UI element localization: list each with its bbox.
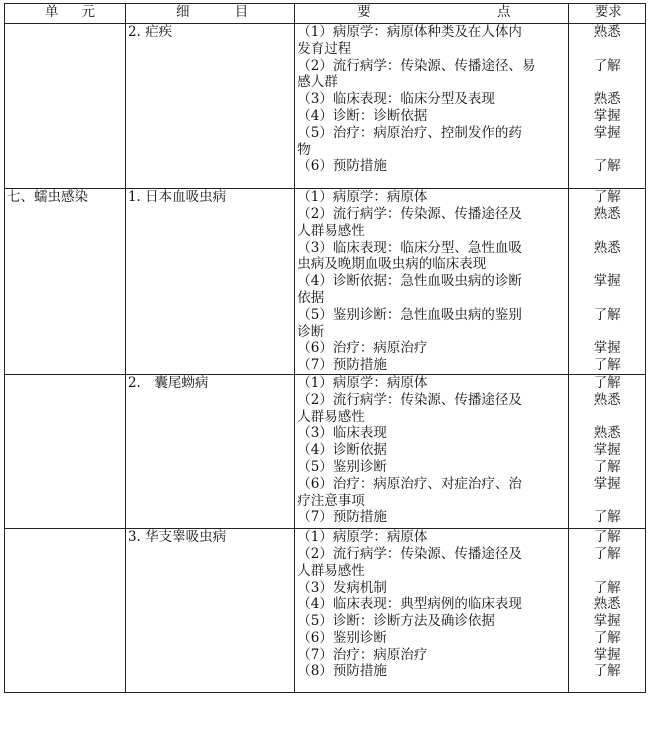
- table-row: [5, 374, 646, 528]
- unit-cell: 七、蠕虫感染: [5, 189, 126, 375]
- points-cell: [295, 24, 569, 189]
- header-points-char-1: 要: [357, 4, 371, 20]
- requirement-level: 掌握: [593, 475, 621, 492]
- point-line: （2）流行病学：传染源、传播途径及: [297, 205, 522, 222]
- point-line: （6）鉴别诊断: [297, 629, 387, 646]
- requirement-level: 掌握: [593, 442, 621, 459]
- requirement-level: 熟悉: [593, 205, 621, 222]
- requirement-level: 了解: [593, 458, 621, 475]
- requirement-level: 了解: [593, 57, 621, 74]
- item-cell: 2. 疟疾: [125, 24, 294, 189]
- item-cell: 2. 囊尾蚴病: [125, 374, 294, 528]
- point-line: （7）治疗：病原治疗: [297, 646, 428, 663]
- point-line: 发育过程: [297, 40, 352, 57]
- requirement-level: 掌握: [593, 646, 621, 663]
- requirement-level: 了解: [593, 579, 621, 596]
- requirement-level: [569, 409, 645, 426]
- point-line: （5）诊断：诊断方法及确诊依据: [297, 613, 495, 630]
- header-unit-char-1: 单: [45, 4, 59, 20]
- requirement-level: [569, 256, 645, 273]
- point-line: （5）治疗：病原治疗、控制发作的药: [297, 124, 522, 141]
- point-line: （7）预防措施: [297, 357, 387, 374]
- point-line: （3）临床表现：临床分型、急性血吸: [297, 239, 522, 256]
- requirement-level: 了解: [593, 357, 621, 374]
- requirement-level: 了解: [593, 663, 621, 680]
- header-row: [5, 4, 646, 24]
- syllabus-table: [4, 3, 646, 693]
- requirement-level: 熟悉: [593, 91, 621, 108]
- requirement-level: 掌握: [593, 124, 621, 141]
- requirement-level: [569, 74, 645, 91]
- header-points-char-2: 点: [496, 4, 511, 20]
- header-points: [295, 4, 569, 24]
- unit-cell: [5, 529, 126, 693]
- point-line: （1）病原学：病原体种类及在人体内: [297, 24, 522, 40]
- point-line: （5）鉴别诊断: [297, 458, 387, 475]
- point-line: 物: [297, 141, 311, 158]
- requirement-level: 熟悉: [593, 391, 621, 408]
- requirement-level: [569, 142, 645, 159]
- requirement-level: 掌握: [593, 340, 621, 357]
- requirement-level: 了解: [593, 306, 621, 323]
- requirement-cell: [569, 189, 646, 375]
- requirement-level: 了解: [593, 158, 621, 175]
- requirement-level: 了解: [593, 509, 621, 526]
- point-line: （8）预防措施: [297, 663, 387, 680]
- point-line: 虫病及晚期血吸虫病的临床表现: [297, 256, 487, 273]
- requirement-level: [569, 290, 645, 307]
- point-line: （1）病原学：病原体: [297, 189, 428, 206]
- requirement-level: [569, 493, 645, 510]
- point-line: （3）临床表现：临床分型及表现: [297, 91, 495, 108]
- requirement-level: 掌握: [593, 107, 621, 124]
- table-row: [5, 529, 646, 693]
- point-line: （2）流行病学：传染源、传播途径及: [297, 545, 522, 562]
- point-line: （3）发病机制: [297, 579, 387, 596]
- points-cell: [295, 529, 569, 693]
- point-line: （5）鉴别诊断：急性血吸虫病的鉴别: [297, 306, 522, 323]
- requirement-level: 熟悉: [593, 596, 621, 613]
- header-requirement: 要求: [569, 4, 646, 24]
- requirement-level: 了解: [593, 189, 621, 206]
- requirement-level: 掌握: [593, 273, 621, 290]
- point-line: （2）流行病学：传染源、传播途径、易: [297, 57, 536, 74]
- requirement-level: 了解: [593, 629, 621, 646]
- point-line: （6）治疗：病原治疗: [297, 340, 428, 357]
- point-line: 人群易感性: [297, 408, 365, 425]
- requirement-level: 熟悉: [593, 24, 621, 40]
- point-line: （1）病原学：病原体: [297, 374, 428, 391]
- point-line: （4）诊断依据: [297, 442, 387, 459]
- point-line: 依据: [297, 289, 325, 306]
- points-cell: [295, 374, 569, 528]
- point-line: （4）临床表现：典型病例的临床表现: [297, 596, 522, 613]
- requirement-cell: [569, 529, 646, 693]
- point-line: （4）诊断：诊断依据: [297, 107, 428, 124]
- requirement-level: [569, 563, 645, 580]
- point-line: （6）治疗：病原治疗、对症治疗、治: [297, 475, 522, 492]
- header-item-char-1: 细: [175, 4, 190, 20]
- unit-cell: [5, 24, 126, 189]
- requirement-level: [569, 324, 645, 341]
- point-line: （6）预防措施: [297, 158, 387, 175]
- point-line: （7）预防措施: [297, 509, 387, 526]
- requirement-cell: [569, 374, 646, 528]
- requirement-cell: [569, 24, 646, 189]
- header-unit-char-2: 元: [81, 4, 95, 20]
- table-row: [5, 189, 646, 375]
- point-line: （3）临床表现: [297, 425, 387, 442]
- requirement-level: 了解: [593, 374, 621, 391]
- requirement-level: [569, 223, 645, 240]
- header-item: [125, 4, 294, 24]
- table-row: [5, 24, 646, 189]
- requirement-level: [569, 41, 645, 58]
- point-line: （2）流行病学：传染源、传播途径及: [297, 391, 522, 408]
- requirement-level: 了解: [593, 545, 621, 562]
- point-line: （4）诊断依据：急性血吸虫病的诊断: [297, 273, 522, 290]
- point-line: 人群易感性: [297, 562, 365, 579]
- item-cell: 3. 华支睾吸虫病: [125, 529, 294, 693]
- item-cell: 1. 日本血吸虫病: [125, 189, 294, 375]
- point-line: 感人群: [297, 74, 338, 91]
- header-item-char-2: 目: [234, 4, 249, 20]
- points-cell: [295, 189, 569, 375]
- header-unit: [5, 4, 126, 24]
- requirement-level: 了解: [593, 529, 621, 546]
- point-line: 疗注意事项: [297, 492, 365, 509]
- table-body: [5, 24, 646, 693]
- requirement-level: 掌握: [593, 613, 621, 630]
- point-line: （1）病原学：病原体: [297, 529, 428, 546]
- requirement-level: 熟悉: [593, 239, 621, 256]
- requirement-level: 熟悉: [593, 425, 621, 442]
- point-line: 诊断: [297, 323, 325, 340]
- unit-cell: [5, 374, 126, 528]
- point-line: 人群易感性: [297, 222, 365, 239]
